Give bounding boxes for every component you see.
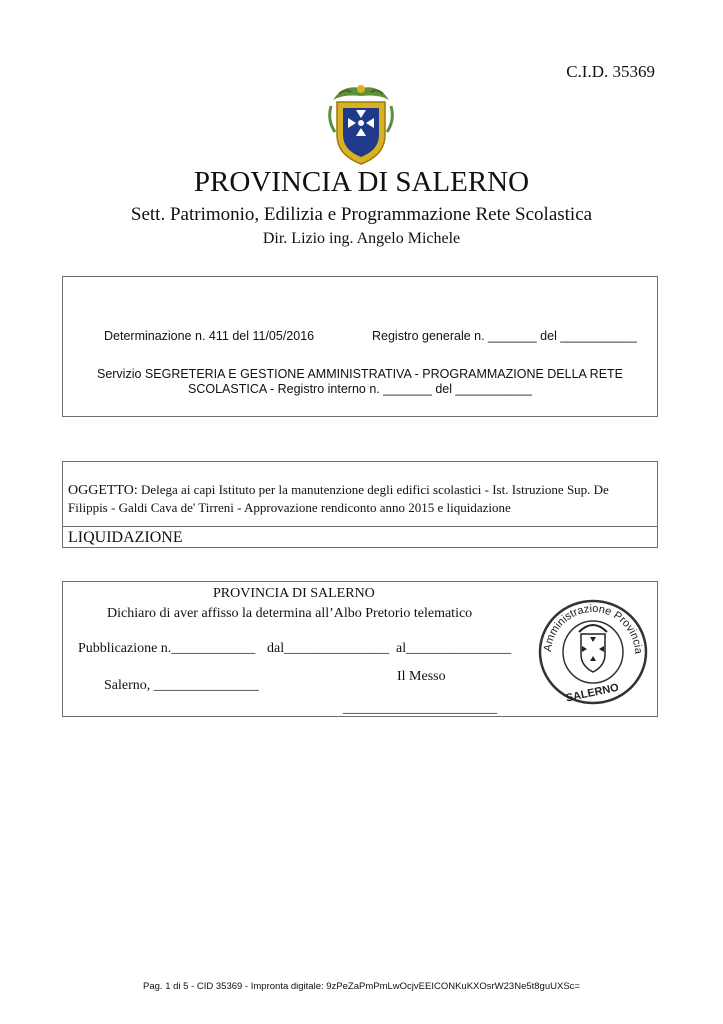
director-line: Dir. Lizio ing. Angelo Michele [262,230,461,247]
province-crest-icon [325,80,397,166]
publication-from: dal_______________ [267,641,390,656]
provincial-stamp [535,596,651,708]
publication-box [62,581,658,717]
stamp-seal-icon [535,596,651,708]
stamp-crest-icon [579,625,607,672]
subject-line-1: Delega ai capi Istituto per la manutenzione degli edifici scolastici - Ist. Istruzione Sup. De [140,482,609,497]
publication-heading: PROVINCIA DI SALERNO [213,586,375,601]
subject-divider [63,526,657,527]
publication-number: Pubblicazione n.____________ [78,641,256,656]
subject-label: OGGETTO: [68,483,138,498]
document-type: LIQUIDAZIONE [68,529,183,546]
cid-label: C.I.D. 35369 [566,62,655,81]
determination-number: Determinazione n. 411 del 11/05/2016 [104,329,315,343]
determination-box [62,276,658,417]
service-line-1: Servizio SEGRETERIA E GESTIONE AMMINISTRATIVA - PROGRAMMAZIONE DELLA RETE [96,367,624,381]
sector-subtitle: Sett. Patrimonio, Edilizia e Programmazione Rete Scolastica [130,204,593,225]
register-general: Registro generale n. _______ del ___________ [372,329,637,343]
publication-declaration: Dichiaro di aver affisso la determina all’Albo Pretorio telematico [107,606,473,621]
service-line-2: SCOLASTICA - Registro interno n. _______ del ___________ [188,382,532,396]
place-date: Salerno, _______________ [104,678,259,693]
page-title: PROVINCIA DI SALERNO [193,166,530,198]
page-footer: Pag. 1 di 5 - CID 35369 - Impronta digitale: 9zPeZaPmPmLwOcjvEEICONKuKXOsrW23Ne5t8guUXSc= [143,981,580,992]
publication-to: al_______________ [396,641,512,656]
stamp-bottom-text: SALERNO [564,681,620,705]
subject-box [62,461,658,548]
signature-line: ______________________ [343,701,497,716]
stamp-top-text: Amministrazione Provincia [541,602,645,655]
messenger-label: Il Messo [397,669,446,684]
subject-line-2: Filippis - Galdi Cava de' Tirreni - Approvazione rendiconto anno 2015 e liquidazione [68,500,511,515]
subject-text [68,481,609,516]
